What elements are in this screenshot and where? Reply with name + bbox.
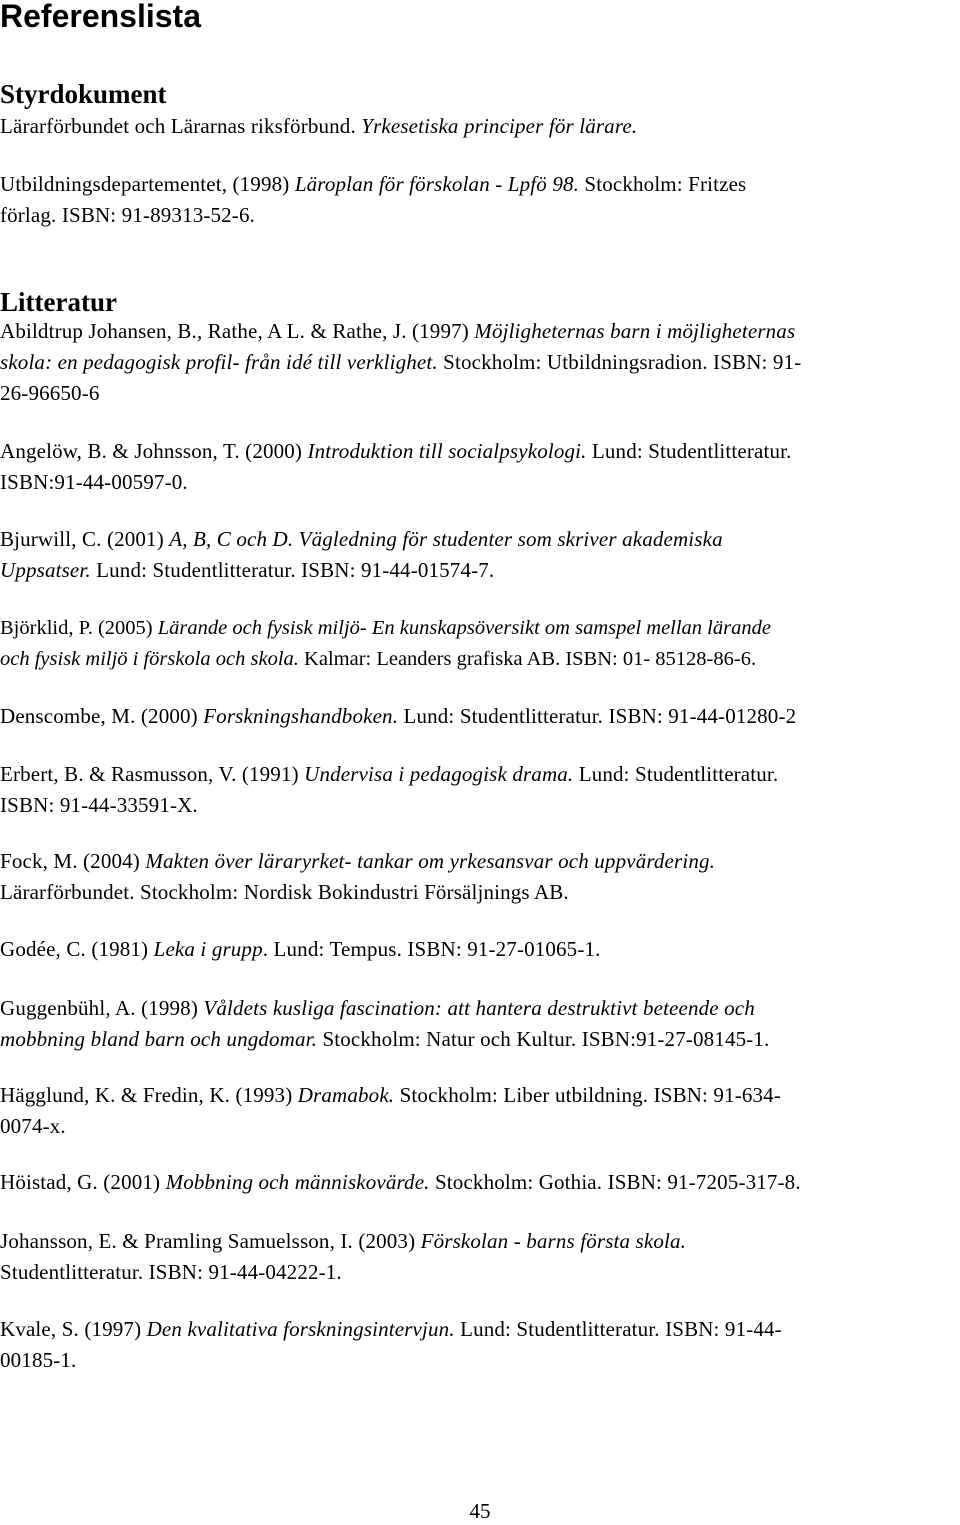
- reference-text: Stockholm: Fritzes: [579, 172, 747, 196]
- reference-text: Guggenbühl, A. (1998): [0, 996, 204, 1020]
- reference-text: Lärarförbundet och Lärarnas riksförbund.: [0, 114, 362, 138]
- reference-text: Lund: Studentlitteratur. ISBN: 91-44-01574-7.: [90, 558, 495, 582]
- reference-utbildningsdepartementet: [0, 169, 958, 231]
- reference-line: [0, 613, 958, 644]
- reference-line: [0, 1111, 958, 1142]
- reference-denscombe: [0, 701, 958, 732]
- reference-title: Introduktion till socialpsykologi.: [307, 439, 587, 463]
- reference-line: [0, 436, 958, 467]
- reference-title: Forskningshandboken.: [203, 704, 399, 728]
- reference-text: Abildtrup Johansen, B., Rathe, A L. & Rathe, J. (1997): [0, 319, 475, 343]
- reference-title: Leka i grupp: [153, 937, 263, 961]
- reference-line: [0, 934, 958, 965]
- reference-line: [0, 1314, 958, 1345]
- reference-line: [0, 701, 958, 732]
- section-heading-styrdokument: Styrdokument: [0, 79, 167, 109]
- reference-line: [0, 200, 958, 231]
- reference-text: Erbert, B. & Rasmusson, V. (1991): [0, 762, 305, 786]
- reference-text: Godée, C. (1981): [0, 937, 154, 961]
- reference-text: Utbildningsdepartementet, (1998): [0, 172, 295, 196]
- reference-text: Studentlitteratur. ISBN: 91-44-04222-1.: [0, 1260, 342, 1284]
- reference-line: [0, 111, 958, 142]
- reference-line: [0, 467, 958, 498]
- reference-line: [0, 378, 958, 409]
- reference-kvale: [0, 1314, 958, 1376]
- reference-erbert: [0, 759, 958, 821]
- reference-line: [0, 316, 958, 347]
- page-title: Referenslista: [0, 0, 201, 34]
- reference-line: [0, 846, 958, 877]
- reference-title: mobbning bland barn och ungdomar.: [0, 1027, 318, 1051]
- reference-text: Fock, M. (2004): [0, 849, 146, 873]
- reference-fock: [0, 846, 958, 908]
- reference-line: [0, 1226, 958, 1257]
- reference-title: Läroplan för förskolan - Lpfö 98.: [294, 172, 580, 196]
- reference-text: Lund: Studentlitteratur.: [573, 762, 779, 786]
- reference-line: [0, 1080, 958, 1111]
- reference-text: Kvale, S. (1997): [0, 1317, 147, 1341]
- reference-title: och fysisk miljö i förskola och skola.: [0, 648, 299, 670]
- reference-bjorklid: [0, 613, 958, 675]
- reference-line: [0, 644, 958, 675]
- reference-angelow: [0, 436, 958, 498]
- reference-line: [0, 1167, 958, 1198]
- reference-guggenbuhl: [0, 993, 958, 1055]
- reference-godee: [0, 934, 958, 965]
- reference-text: Stockholm: Gothia. ISBN: 91-7205-317-8.: [429, 1170, 801, 1194]
- reference-text: förlag. ISBN: 91-89313-52-6.: [0, 203, 256, 227]
- reference-title: A, B, C och D. Vägledning för studenter som skriver akademiska: [169, 527, 723, 551]
- section-heading-litteratur: Litteratur: [0, 287, 117, 317]
- reference-title: Våldets kusliga fascination: att hantera destruktivt beteende och: [203, 996, 755, 1020]
- reference-line: [0, 790, 958, 821]
- reference-title: Lärande och fysisk miljö- En kunskapsöversikt om samspel mellan lärande: [157, 617, 771, 639]
- reference-text: Lärarförbundet. Stockholm: Nordisk Bokindustri Försäljnings AB.: [0, 880, 569, 904]
- reference-text: Hägglund, K. & Fredin, K. (1993): [0, 1083, 298, 1107]
- reference-abildtrup: [0, 316, 958, 409]
- reference-line: [0, 347, 958, 378]
- reference-line: [0, 877, 958, 908]
- reference-text: Höistad, G. (2001): [0, 1170, 166, 1194]
- reference-text: ISBN: 91-44-33591-X.: [0, 793, 198, 817]
- reference-text: 00185-1.: [0, 1348, 77, 1372]
- reference-lararforbundet: [0, 111, 958, 142]
- reference-text: Bjurwill, C. (2001): [0, 527, 170, 551]
- reference-text: 26-96650-6: [0, 381, 100, 405]
- reference-text: Lund: Studentlitteratur.: [586, 439, 792, 463]
- reference-text: Lund: Studentlitteratur. ISBN: 91-44-01280-2: [398, 704, 797, 728]
- reference-title: Mobbning och människovärde.: [165, 1170, 430, 1194]
- reference-title: Dramabok.: [297, 1083, 395, 1107]
- reference-line: [0, 1024, 958, 1055]
- reference-text: Angelöw, B. & Johnsson, T. (2000): [0, 439, 308, 463]
- reference-text: Kalmar: Leanders grafiska AB. ISBN: 01- 85128-86-6.: [298, 648, 757, 670]
- reference-line: [0, 1345, 958, 1376]
- reference-title: Undervisa i pedagogisk drama.: [304, 762, 574, 786]
- reference-title: Uppsatser.: [0, 558, 91, 582]
- reference-text: Stockholm: Utbildningsradion. ISBN: 91-: [437, 350, 802, 374]
- reference-line: [0, 1257, 958, 1288]
- reference-line: [0, 993, 958, 1024]
- reference-title: Den kvalitativa forskningsintervjun.: [146, 1317, 455, 1341]
- reference-text: 0074-x.: [0, 1114, 66, 1138]
- reference-hoistad: [0, 1167, 958, 1198]
- reference-line: [0, 759, 958, 790]
- reference-line: [0, 169, 958, 200]
- reference-title: Möjligheternas barn i möjligheternas: [474, 319, 796, 343]
- reference-line: [0, 524, 958, 555]
- reference-hagglund: [0, 1080, 958, 1142]
- reference-text: . Lund: Tempus. ISBN: 91-27-01065-1.: [262, 937, 601, 961]
- reference-text: Johansson, E. & Pramling Samuelsson, I. (2003): [0, 1229, 421, 1253]
- reference-text: ISBN:91-44-00597-0.: [0, 470, 188, 494]
- reference-text: Stockholm: Liber utbildning. ISBN: 91-634-: [394, 1083, 781, 1107]
- reference-text: Björklid, P. (2005): [0, 617, 158, 639]
- reference-text: Stockholm: Natur och Kultur. ISBN:91-27-08145-1.: [317, 1027, 770, 1051]
- reference-title: Förskolan - barns första skola.: [420, 1229, 687, 1253]
- reference-johansson: [0, 1226, 958, 1288]
- reference-text: Denscombe, M. (2000): [0, 704, 204, 728]
- page-number: 45: [469, 1499, 491, 1523]
- reference-title: Yrkesetiska principer för lärare.: [361, 114, 638, 138]
- reference-bjurwill: [0, 524, 958, 586]
- reference-line: [0, 555, 958, 586]
- reference-title: Makten över läraryrket- tankar om yrkesansvar och uppvärdering.: [145, 849, 716, 873]
- reference-title: skola: en pedagogisk profil- från idé till verklighet.: [0, 350, 438, 374]
- reference-text: Lund: Studentlitteratur. ISBN: 91-44-: [454, 1317, 782, 1341]
